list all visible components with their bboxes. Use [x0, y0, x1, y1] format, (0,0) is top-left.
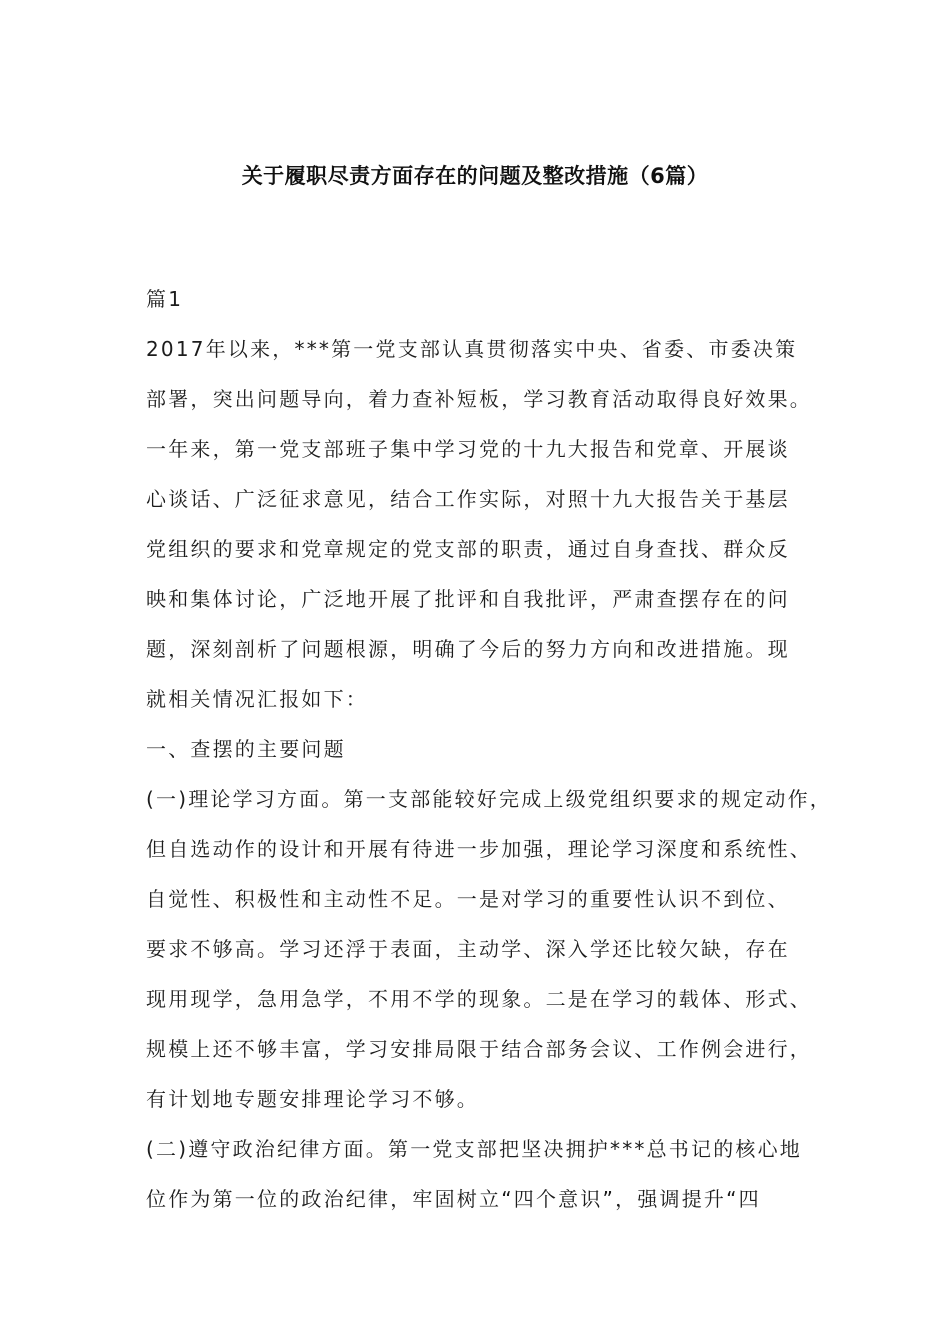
section-heading: 一、查摆的主要问题	[146, 737, 346, 761]
paragraph-line: 心谈话、广泛征求意见，结合工作实际，对照十九大报告关于基层	[146, 487, 790, 511]
section-label: 篇1	[146, 287, 184, 311]
paragraph-line: 自觉性、积极性和主动性不足。一是对学习的重要性认识不到位、	[146, 887, 790, 911]
paragraph-line: 有计划地专题安排理论学习不够。	[146, 1087, 479, 1111]
paragraph-line: 2017年以来，***第一党支部认真贯彻落实中央、省委、市委决策	[146, 337, 798, 361]
paragraph-line: 题，深刻剖析了问题根源，明确了今后的努力方向和改进措施。现	[146, 637, 790, 661]
paragraph-line: 部署，突出问题导向，着力查补短板，学习教育活动取得良好效果。	[146, 387, 812, 411]
paragraph-line: 位作为第一位的政治纪律，牢固树立“四个意识”，强调提升“四	[146, 1187, 761, 1211]
paragraph-line: 但自选动作的设计和开展有待进一步加强，理论学习深度和系统性、	[146, 837, 812, 861]
paragraph-line: 规模上还不够丰富，学习安排局限于结合部务会议、工作例会进行，	[146, 1037, 812, 1061]
paragraph-line: 就相关情况汇报如下：	[146, 687, 368, 711]
paragraph-line: 要求不够高。学习还浮于表面，主动学、深入学还比较欠缺，存在	[146, 937, 790, 961]
paragraph-line: 党组织的要求和党章规定的党支部的职责，通过自身查找、群众反	[146, 537, 790, 561]
paragraph-line: (一)理论学习方面。第一支部能较好完成上级党组织要求的规定动作，	[146, 787, 833, 811]
paragraph-line: 映和集体讨论，广泛地开展了批评和自我批评，严肃查摆存在的问	[146, 587, 790, 611]
document-title: 关于履职尽责方面存在的问题及整改措施（6篇）	[241, 164, 709, 188]
paragraph-line: 现用现学，急用急学，不用不学的现象。二是在学习的载体、形式、	[146, 987, 812, 1011]
paragraph-line: (二)遵守政治纪律方面。第一党支部把坚决拥护***总书记的核心地	[146, 1137, 803, 1161]
paragraph-line: 一年来，第一党支部班子集中学习党的十九大报告和党章、开展谈	[146, 437, 790, 461]
